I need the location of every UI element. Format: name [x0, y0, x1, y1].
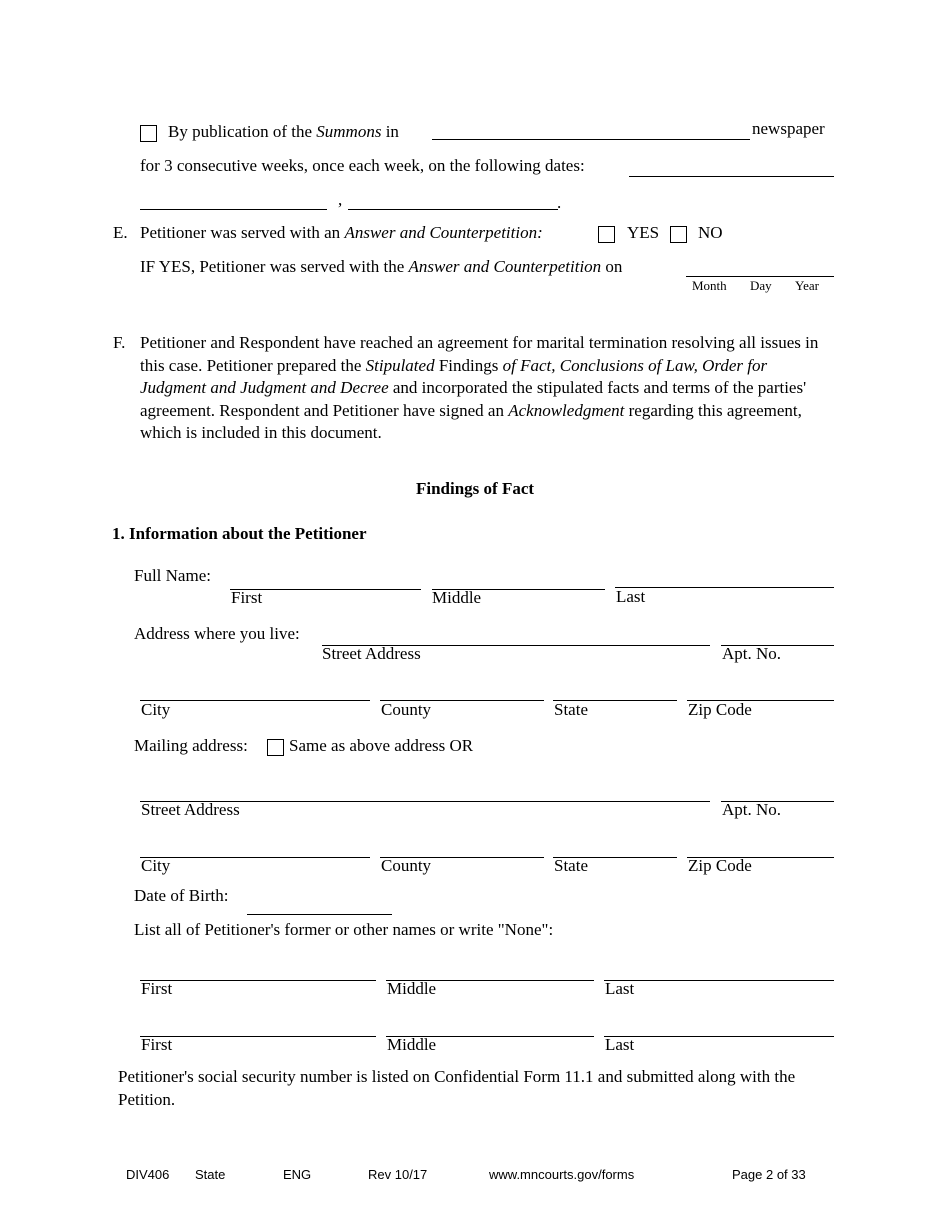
footer-form-id: DIV406 — [126, 1167, 170, 1182]
date-period: . — [557, 193, 562, 212]
no-label: NO — [698, 223, 723, 242]
year-caption: Year — [795, 278, 819, 293]
publication-date-3-field[interactable] — [348, 209, 558, 210]
section-e-letter: E. — [113, 223, 128, 242]
same-as-above-label: Same as above address OR — [289, 736, 474, 755]
former-name-2-first-caption: First — [141, 1035, 173, 1054]
mailing-street-caption: Street Address — [141, 800, 240, 819]
agreement-paragraph: Petitioner and Respondent have reached an agreement for marital termination resolving all issues in this case. Petitioner prepared the Stipulated Findings of Fact, Conclusions of Law, Order for Judgment and Judgment and Decree and incorporated the stipulated facts and terms of the parties' agreement. Respondent and Petitioner have signed an Acknowledgment regarding this agreement, which is included in this document. — [140, 333, 819, 442]
former-name-1-middle-caption: Middle — [387, 979, 437, 998]
address-label: Address where you live: — [134, 624, 300, 643]
footer-state: State — [195, 1167, 226, 1182]
ssn-note: Petitioner's social security number is listed on Confidential Form 11.1 and submitted along with the Petition. — [118, 1067, 796, 1109]
section-f-letter: F. — [113, 333, 126, 352]
publication-date-1-field[interactable] — [629, 176, 834, 177]
newspaper-label: newspaper — [752, 119, 825, 138]
answer-served-question: Petitioner was served with an Answer and Counterpetition: — [140, 223, 543, 242]
answer-served-date-question: IF YES, Petitioner was served with the Answer and Counterpetition on — [140, 257, 623, 276]
former-name-1-first-field[interactable] — [140, 980, 376, 981]
newspaper-name-field[interactable] — [432, 139, 750, 140]
yes-label: YES — [627, 223, 660, 242]
day-caption: Day — [750, 278, 772, 293]
month-caption: Month — [692, 278, 727, 293]
date-of-birth-label: Date of Birth: — [134, 886, 229, 905]
residence-city-field[interactable] — [140, 700, 370, 701]
same-as-above-checkbox[interactable] — [267, 739, 284, 756]
petitioner-last-name-field[interactable] — [615, 587, 834, 588]
mailing-county-caption: County — [381, 856, 432, 875]
date-of-birth-field[interactable] — [247, 914, 392, 915]
footer-language: ENG — [283, 1167, 312, 1182]
footer-page-number: Page 2 of 33 — [732, 1167, 806, 1182]
footer-website-link[interactable]: www.mncourts.gov/forms — [489, 1167, 635, 1182]
footer-revision: Rev 10/17 — [368, 1167, 428, 1182]
former-name-2-last-field[interactable] — [604, 1036, 834, 1037]
county-caption: County — [381, 700, 432, 719]
first-name-caption: First — [231, 588, 263, 607]
apt-no-caption: Apt. No. — [722, 644, 782, 663]
mailing-city-caption: City — [141, 856, 171, 875]
middle-name-caption: Middle — [432, 588, 482, 607]
full-name-label: Full Name: — [134, 566, 211, 585]
consecutive-weeks-text: for 3 consecutive weeks, once each week, on the following dates: — [140, 156, 585, 175]
publication-label: By publication of the Summons in — [168, 122, 399, 141]
answer-served-yes-checkbox[interactable] — [598, 226, 615, 243]
zip-code-caption: Zip Code — [688, 700, 752, 719]
former-name-1-last-caption: Last — [605, 979, 635, 998]
former-name-1-last-field[interactable] — [604, 980, 834, 981]
petitioner-section-heading: 1. Information about the Petitioner — [112, 524, 367, 543]
state-caption: State — [554, 700, 588, 719]
mailing-apt-caption: Apt. No. — [722, 800, 782, 819]
former-name-1-first-caption: First — [141, 979, 173, 998]
city-caption: City — [141, 700, 171, 719]
publication-date-2-field[interactable] — [140, 209, 327, 210]
street-address-caption: Street Address — [322, 644, 421, 663]
findings-title: Findings of Fact — [415, 479, 535, 498]
former-name-2-last-caption: Last — [605, 1035, 635, 1054]
mailing-state-caption: State — [554, 856, 588, 875]
former-names-label: List all of Petitioner's former or other names or write "None": — [134, 920, 554, 939]
former-name-2-middle-caption: Middle — [387, 1035, 437, 1054]
answer-served-date-field[interactable] — [686, 276, 834, 277]
mailing-city-field[interactable] — [140, 857, 370, 858]
date-separator-comma: , — [338, 190, 343, 209]
mailing-zip-caption: Zip Code — [688, 856, 752, 875]
answer-served-no-checkbox[interactable] — [670, 226, 687, 243]
last-name-caption: Last — [616, 587, 646, 606]
former-name-2-first-field[interactable] — [140, 1036, 376, 1037]
mailing-address-label: Mailing address: — [134, 736, 248, 755]
publication-checkbox[interactable] — [140, 125, 157, 142]
